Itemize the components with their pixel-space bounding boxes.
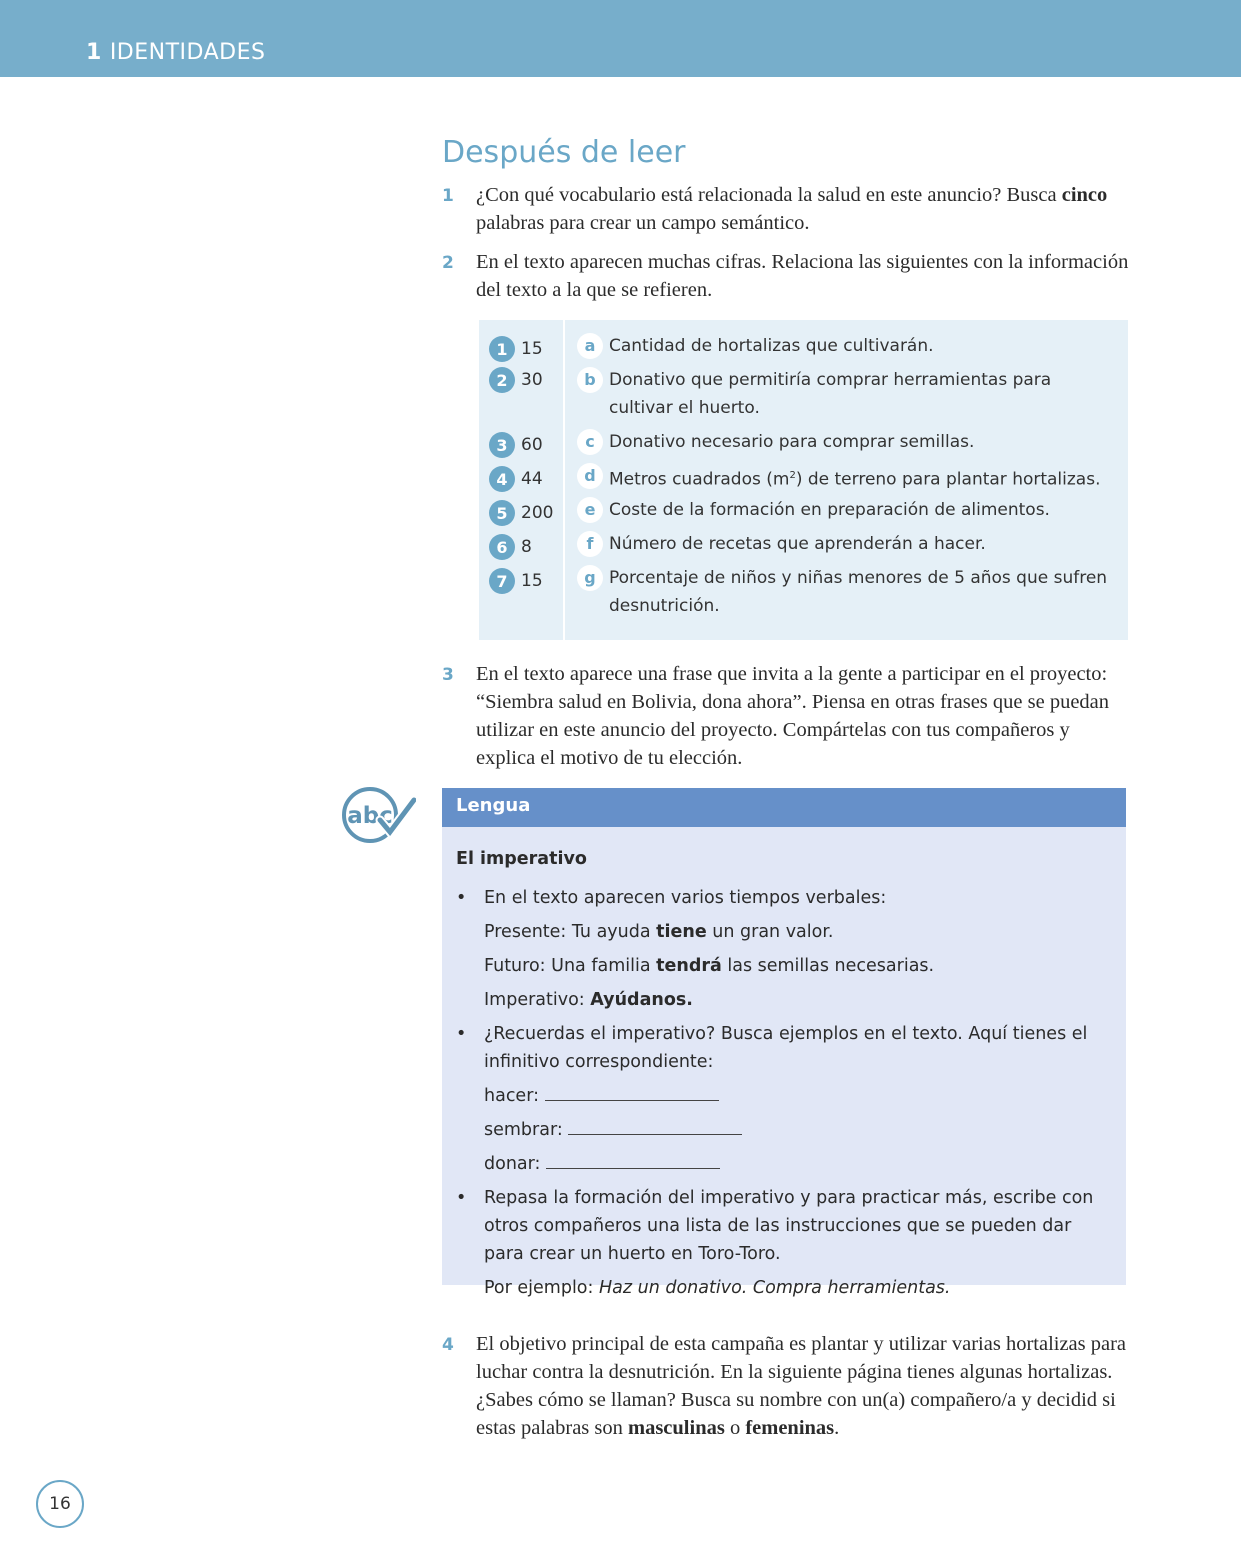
description-item	[577, 366, 1118, 428]
number-value: 30	[521, 370, 543, 390]
number-badge: 2	[489, 367, 515, 393]
description-text: Número de recetas que aprenderán a hacer.	[609, 534, 986, 554]
chapter-title: IDENTIDADES	[109, 40, 266, 65]
description-text: Porcentaje de niños y niñas menores de 5 años que sufren desnutrición.	[609, 568, 1108, 616]
description-item	[577, 496, 1118, 530]
line-text: Por ejemplo:	[484, 1278, 599, 1298]
chapter-number: 1	[86, 40, 102, 65]
exercise-number: 2	[442, 253, 454, 273]
line-italic: Haz un donativo. Compra herramientas.	[598, 1278, 951, 1298]
lengua-body	[442, 827, 1126, 1298]
number-badge: 1	[489, 336, 515, 362]
fill-label: hacer:	[484, 1086, 539, 1106]
lengua-box	[442, 788, 1126, 1298]
number-item	[489, 496, 563, 530]
letter-badge: e	[577, 497, 603, 523]
superscript: 2	[789, 470, 796, 481]
exercise-text: .	[834, 1417, 840, 1439]
exercise-2	[442, 248, 1132, 304]
description-text: Coste de la formación en preparación de alimentos.	[609, 500, 1050, 520]
number-value: 15	[521, 339, 543, 359]
exercise-3	[442, 660, 1132, 772]
fill-label: sembrar:	[484, 1120, 563, 1140]
exercise-bold: cinco	[1061, 184, 1108, 206]
section-title: Después de leer	[442, 135, 686, 170]
line-text: Imperativo:	[484, 990, 591, 1010]
number-item	[489, 332, 563, 366]
line-text: Futuro: Una familia	[484, 956, 657, 976]
number-item	[489, 462, 563, 496]
fill-blank[interactable]	[568, 1116, 742, 1135]
fill-line	[456, 1150, 1106, 1178]
description-text: Cantidad de hortalizas que cultivarán.	[609, 336, 934, 356]
letter-badge: b	[577, 367, 603, 393]
fill-line	[456, 1082, 1106, 1110]
main-content	[442, 133, 1132, 783]
number-value: 200	[521, 503, 554, 523]
numbers-column	[479, 320, 565, 640]
exercise-bold: masculinas	[628, 1417, 725, 1439]
number-badge: 5	[489, 500, 515, 526]
exercise-text: En el texto aparecen muchas cifras. Relaciona las siguientes con la información del texto a la que se refieren.	[476, 251, 1129, 301]
exercise-text: En el texto aparece una frase que invita a la gente a participar en el proyecto: “Siembra salud en Bolivia, dona ahora”. Piensa en otras frases que se puedan utilizar en este anuncio del proyecto. Compártelas con tus compañeros y explica el motivo de tu elección.	[476, 663, 1110, 769]
description-item	[577, 428, 1118, 462]
number-badge: 3	[489, 432, 515, 458]
number-badge: 4	[489, 466, 515, 492]
number-value: 44	[521, 469, 543, 489]
description-text-part: ) de terreno para plantar hortalizas.	[795, 469, 1101, 490]
abc-check-icon	[340, 786, 416, 844]
line-bold: tendrá	[656, 956, 722, 976]
example-line	[456, 986, 1106, 1014]
letter-badge: c	[577, 429, 603, 455]
fill-line	[456, 1116, 1106, 1144]
exercise-bold: femeninas	[745, 1417, 835, 1439]
number-value: 15	[521, 571, 543, 591]
description-text: Donativo necesario para comprar semillas.	[609, 432, 975, 452]
letter-badge: f	[577, 531, 603, 557]
exercise-4	[442, 1330, 1132, 1442]
number-item	[489, 530, 563, 564]
number-badge: 6	[489, 534, 515, 560]
description-item	[577, 530, 1118, 564]
exercise-1	[442, 181, 1132, 237]
letter-badge: d	[577, 463, 603, 489]
description-text: Donativo que permitiría comprar herramientas para cultivar el huerto.	[609, 370, 1052, 418]
fill-blank[interactable]	[545, 1082, 719, 1101]
matching-table	[479, 320, 1128, 640]
exercise-text: palabras para crear un campo semántico.	[476, 212, 810, 234]
bullet-item: • Repasa la formación del imperativo y para practicar más, escribe con otros compañeros una lista de las instrucciones que se pueden dar para crear un huerto en Toro-Toro.	[456, 1184, 1106, 1268]
line-bold: Ayúdanos.	[590, 990, 693, 1010]
letter-badge: g	[577, 565, 603, 591]
abc-icon-text: abc	[347, 803, 393, 829]
number-item	[489, 366, 563, 428]
number-item	[489, 564, 563, 598]
lengua-subtitle: El imperativo	[456, 849, 587, 869]
description-item	[577, 332, 1118, 366]
example-line	[456, 1274, 1106, 1302]
line-bold: tiene	[656, 922, 707, 942]
line-text: Presente: Tu ayuda	[484, 922, 657, 942]
exercise-4-wrapper	[442, 1330, 1132, 1453]
description-item	[577, 564, 1118, 626]
descriptions-column	[565, 320, 1128, 640]
fill-label: donar:	[484, 1154, 541, 1174]
example-line	[456, 918, 1106, 946]
description-item	[577, 462, 1118, 496]
example-line	[456, 952, 1106, 980]
line-text: las semillas necesarias.	[721, 956, 935, 976]
page-number: 16	[36, 1480, 84, 1528]
number-value: 8	[521, 537, 532, 557]
bullet-item: • ¿Recuerdas el imperativo? Busca ejemplos en el texto. Aquí tienes el infinitivo correspondiente:	[456, 1020, 1106, 1076]
description-text-part: Metros cuadrados (m	[609, 469, 790, 490]
exercise-number: 3	[442, 665, 454, 685]
exercise-number: 1	[442, 186, 454, 206]
chapter-heading	[86, 40, 265, 65]
lengua-header: Lengua	[442, 788, 1126, 827]
chapter-header-bar	[0, 0, 1241, 77]
exercise-text: ¿Con qué vocabulario está relacionada la salud en este anuncio? Busca	[476, 184, 1062, 206]
exercise-text: o	[724, 1417, 746, 1439]
number-value: 60	[521, 435, 543, 455]
exercise-number: 4	[442, 1335, 454, 1355]
line-text: un gran valor.	[706, 922, 834, 942]
number-badge: 7	[489, 568, 515, 594]
description-text	[609, 462, 1118, 494]
bullet-item: • En el texto aparecen varios tiempos verbales:	[456, 884, 1106, 912]
fill-blank[interactable]	[546, 1150, 720, 1169]
exercise-text: El objetivo principal de esta campaña es plantar y utilizar varias hortalizas para luchar contra la desnutrición. En la siguiente página tienes algunas hortalizas. ¿Sabes cómo se llaman? Busca su nombre con un(a) compañero/a y decidid si estas palabras son	[476, 1333, 1127, 1439]
number-item	[489, 428, 563, 462]
letter-badge: a	[577, 333, 603, 359]
